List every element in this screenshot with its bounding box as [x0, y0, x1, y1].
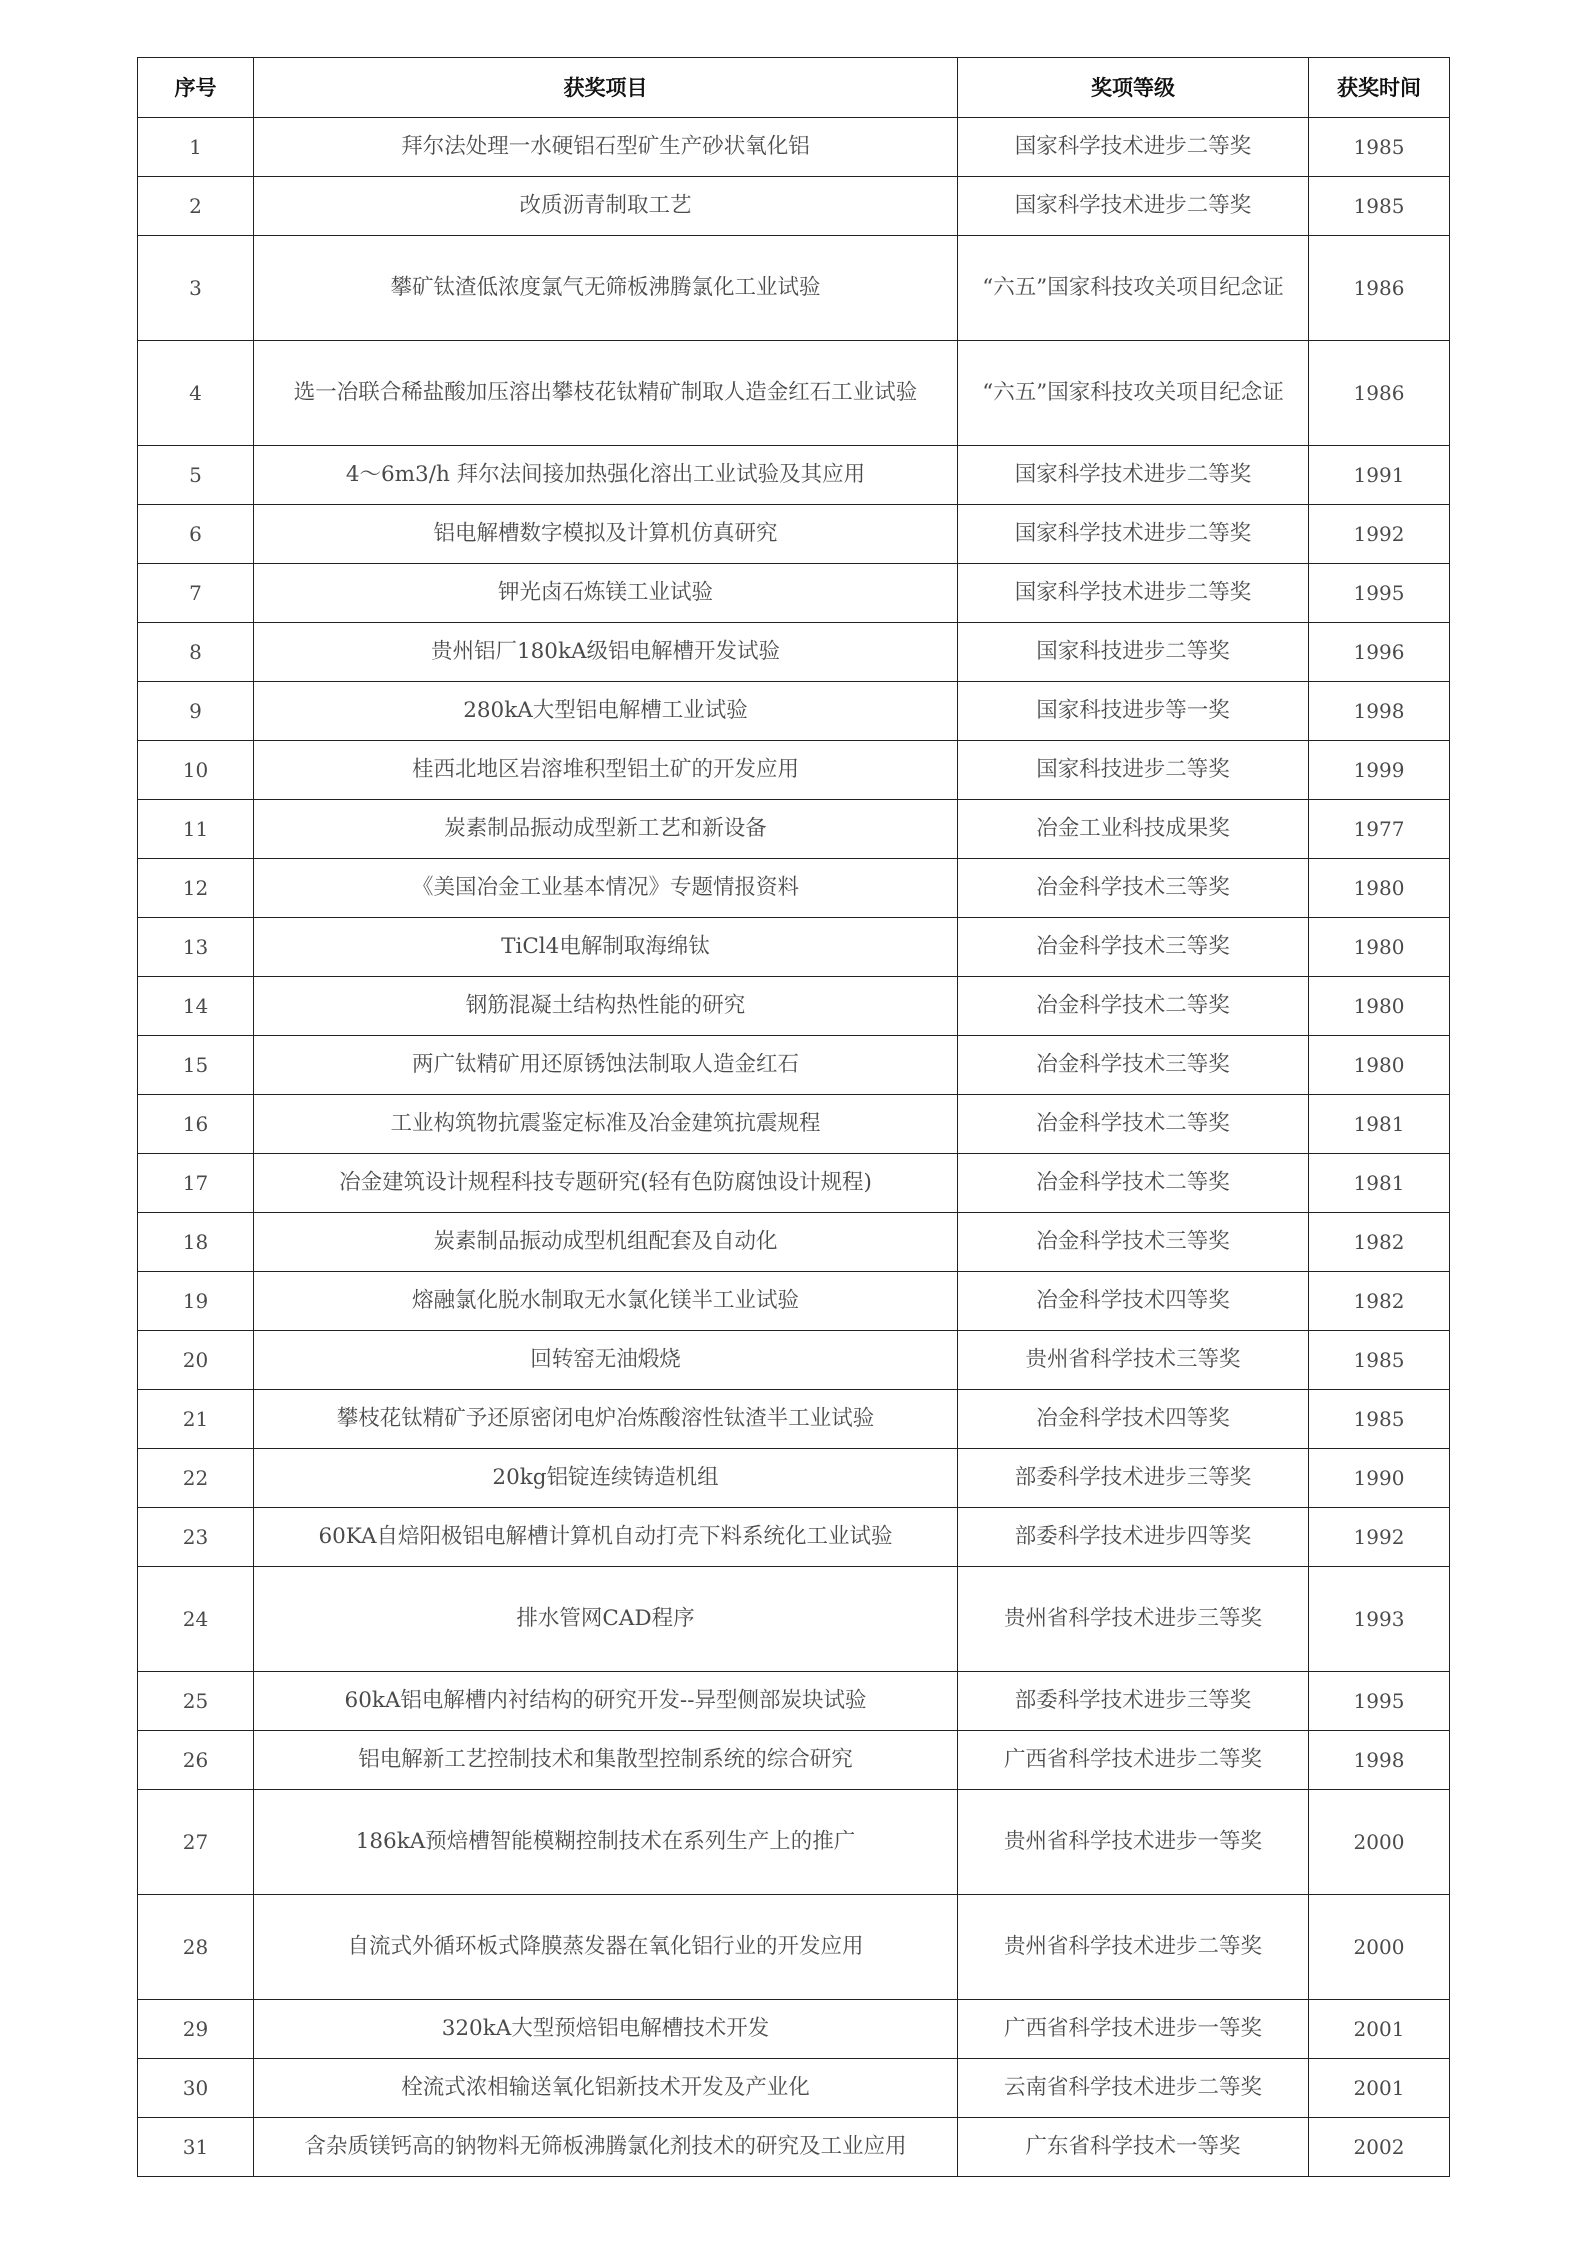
cell-project: 186kA预焙槽智能模糊控制技术在系列生产上的推广 [254, 1790, 958, 1895]
table-row [138, 118, 1450, 177]
cell-no: 22 [138, 1449, 254, 1508]
cell-level: 贵州省科学技术进步一等奖 [958, 1790, 1309, 1895]
table-row [138, 236, 1450, 341]
cell-project: 钾光卤石炼镁工业试验 [254, 564, 958, 623]
table-row [138, 446, 1450, 505]
table-row [138, 1213, 1450, 1272]
cell-year: 1998 [1309, 1731, 1450, 1790]
cell-project: 回转窑无油煅烧 [254, 1331, 958, 1390]
cell-no: 10 [138, 741, 254, 800]
cell-level: 冶金工业科技成果奖 [958, 800, 1309, 859]
cell-project: 攀矿钛渣低浓度氯气无筛板沸腾氯化工业试验 [254, 236, 958, 341]
cell-level: 部委科学技术进步三等奖 [958, 1672, 1309, 1731]
table-row [138, 1731, 1450, 1790]
cell-year: 1980 [1309, 918, 1450, 977]
table-row [138, 1895, 1450, 2000]
table-row [138, 1390, 1450, 1449]
cell-no: 31 [138, 2118, 254, 2177]
cell-project: 改质沥青制取工艺 [254, 177, 958, 236]
awards-table [137, 57, 1450, 2177]
cell-level: 国家科学技术进步二等奖 [958, 446, 1309, 505]
cell-no: 12 [138, 859, 254, 918]
cell-no: 19 [138, 1272, 254, 1331]
cell-year: 2000 [1309, 1895, 1450, 2000]
header-project: 获奖项目 [254, 58, 958, 118]
cell-no: 24 [138, 1567, 254, 1672]
cell-project: 320kA大型预焙铝电解槽技术开发 [254, 2000, 958, 2059]
cell-no: 4 [138, 341, 254, 446]
cell-no: 2 [138, 177, 254, 236]
cell-project: 攀枝花钛精矿予还原密闭电炉冶炼酸溶性钛渣半工业试验 [254, 1390, 958, 1449]
table-row [138, 564, 1450, 623]
cell-no: 25 [138, 1672, 254, 1731]
table-row [138, 800, 1450, 859]
header-year: 获奖时间 [1309, 58, 1450, 118]
cell-level: 冶金科学技术四等奖 [958, 1390, 1309, 1449]
cell-level: 部委科学技术进步三等奖 [958, 1449, 1309, 1508]
cell-year: 1995 [1309, 1672, 1450, 1731]
cell-year: 1980 [1309, 977, 1450, 1036]
cell-no: 23 [138, 1508, 254, 1567]
cell-level: 贵州省科学技术进步三等奖 [958, 1567, 1309, 1672]
cell-project: 4～6m3/h 拜尔法间接加热强化溶出工业试验及其应用 [254, 446, 958, 505]
cell-no: 1 [138, 118, 254, 177]
table-row [138, 2059, 1450, 2118]
cell-level: 国家科学技术进步二等奖 [958, 564, 1309, 623]
cell-level: 贵州省科学技术三等奖 [958, 1331, 1309, 1390]
cell-no: 14 [138, 977, 254, 1036]
table-row [138, 2000, 1450, 2059]
cell-year: 1982 [1309, 1272, 1450, 1331]
table-row [138, 1154, 1450, 1213]
cell-no: 26 [138, 1731, 254, 1790]
cell-project: 60KA自焙阳极铝电解槽计算机自动打壳下料系统化工业试验 [254, 1508, 958, 1567]
cell-no: 9 [138, 682, 254, 741]
table-row [138, 1095, 1450, 1154]
cell-year: 1992 [1309, 505, 1450, 564]
cell-no: 5 [138, 446, 254, 505]
cell-project: 280kA大型铝电解槽工业试验 [254, 682, 958, 741]
cell-no: 21 [138, 1390, 254, 1449]
cell-year: 1977 [1309, 800, 1450, 859]
table-row [138, 1508, 1450, 1567]
cell-project: 自流式外循环板式降膜蒸发器在氧化铝行业的开发应用 [254, 1895, 958, 2000]
cell-year: 1981 [1309, 1154, 1450, 1213]
cell-level: 冶金科学技术三等奖 [958, 1036, 1309, 1095]
cell-no: 13 [138, 918, 254, 977]
cell-no: 6 [138, 505, 254, 564]
cell-level: 广西省科学技术进步二等奖 [958, 1731, 1309, 1790]
cell-project: 钢筋混凝土结构热性能的研究 [254, 977, 958, 1036]
cell-level: 冶金科学技术三等奖 [958, 918, 1309, 977]
cell-year: 1981 [1309, 1095, 1450, 1154]
cell-level: 冶金科学技术三等奖 [958, 1213, 1309, 1272]
cell-level: 冶金科学技术二等奖 [958, 1095, 1309, 1154]
cell-year: 1996 [1309, 623, 1450, 682]
table-row [138, 682, 1450, 741]
table-row [138, 341, 1450, 446]
cell-year: 2002 [1309, 2118, 1450, 2177]
cell-project: 桂西北地区岩溶堆积型铝土矿的开发应用 [254, 741, 958, 800]
cell-year: 1986 [1309, 341, 1450, 446]
cell-no: 30 [138, 2059, 254, 2118]
cell-project: 栓流式浓相输送氧化铝新技术开发及产业化 [254, 2059, 958, 2118]
cell-level: 贵州省科学技术进步二等奖 [958, 1895, 1309, 2000]
cell-level: 冶金科学技术二等奖 [958, 977, 1309, 1036]
cell-level: “六五”国家科技攻关项目纪念证 [958, 236, 1309, 341]
cell-year: 1985 [1309, 1390, 1450, 1449]
cell-year: 1985 [1309, 118, 1450, 177]
cell-year: 1999 [1309, 741, 1450, 800]
header-level: 奖项等级 [958, 58, 1309, 118]
cell-level: 国家科学技术进步二等奖 [958, 177, 1309, 236]
cell-project: 排水管网CAD程序 [254, 1567, 958, 1672]
cell-level: 国家科技进步二等奖 [958, 741, 1309, 800]
cell-level: 云南省科学技术进步二等奖 [958, 2059, 1309, 2118]
cell-year: 1980 [1309, 859, 1450, 918]
table-row [138, 177, 1450, 236]
cell-no: 18 [138, 1213, 254, 1272]
table-row [138, 1272, 1450, 1331]
cell-project: 20kg铝锭连续铸造机组 [254, 1449, 958, 1508]
cell-project: 贵州铝厂180kA级铝电解槽开发试验 [254, 623, 958, 682]
cell-no: 17 [138, 1154, 254, 1213]
cell-project: 选一冶联合稀盐酸加压溶出攀枝花钛精矿制取人造金红石工业试验 [254, 341, 958, 446]
table-row [138, 2118, 1450, 2177]
cell-project: 两广钛精矿用还原锈蚀法制取人造金红石 [254, 1036, 958, 1095]
table-row [138, 918, 1450, 977]
cell-year: 2000 [1309, 1790, 1450, 1895]
table-row [138, 977, 1450, 1036]
cell-year: 1985 [1309, 1331, 1450, 1390]
cell-level: 国家科技进步二等奖 [958, 623, 1309, 682]
table-row [138, 1449, 1450, 1508]
cell-level: 广东省科学技术一等奖 [958, 2118, 1309, 2177]
cell-year: 1991 [1309, 446, 1450, 505]
cell-no: 28 [138, 1895, 254, 2000]
cell-project: 铝电解新工艺控制技术和集散型控制系统的综合研究 [254, 1731, 958, 1790]
cell-no: 7 [138, 564, 254, 623]
cell-project: 冶金建筑设计规程科技专题研究(轻有色防腐蚀设计规程) [254, 1154, 958, 1213]
table-row [138, 1672, 1450, 1731]
cell-no: 29 [138, 2000, 254, 2059]
cell-project: 炭素制品振动成型机组配套及自动化 [254, 1213, 958, 1272]
cell-no: 16 [138, 1095, 254, 1154]
cell-project: 拜尔法处理一水硬铝石型矿生产砂状氧化铝 [254, 118, 958, 177]
cell-level: 国家科学技术进步二等奖 [958, 505, 1309, 564]
cell-no: 11 [138, 800, 254, 859]
table-row [138, 1567, 1450, 1672]
cell-year: 2001 [1309, 2059, 1450, 2118]
cell-year: 1985 [1309, 177, 1450, 236]
cell-year: 1986 [1309, 236, 1450, 341]
cell-year: 1990 [1309, 1449, 1450, 1508]
cell-no: 20 [138, 1331, 254, 1390]
table-row [138, 1331, 1450, 1390]
cell-year: 1980 [1309, 1036, 1450, 1095]
cell-project: 炭素制品振动成型新工艺和新设备 [254, 800, 958, 859]
cell-project: 《美国冶金工业基本情况》专题情报资料 [254, 859, 958, 918]
cell-level: 国家科技进步等一奖 [958, 682, 1309, 741]
cell-no: 27 [138, 1790, 254, 1895]
cell-year: 1998 [1309, 682, 1450, 741]
cell-level: 冶金科学技术四等奖 [958, 1272, 1309, 1331]
table-row [138, 859, 1450, 918]
table-row [138, 1036, 1450, 1095]
cell-year: 1992 [1309, 1508, 1450, 1567]
cell-year: 1982 [1309, 1213, 1450, 1272]
cell-no: 3 [138, 236, 254, 341]
cell-year: 1993 [1309, 1567, 1450, 1672]
cell-level: 冶金科学技术二等奖 [958, 1154, 1309, 1213]
cell-level: “六五”国家科技攻关项目纪念证 [958, 341, 1309, 446]
cell-project: 铝电解槽数字模拟及计算机仿真研究 [254, 505, 958, 564]
cell-level: 国家科学技术进步二等奖 [958, 118, 1309, 177]
cell-project: 工业构筑物抗震鉴定标准及冶金建筑抗震规程 [254, 1095, 958, 1154]
cell-project: 熔融氯化脱水制取无水氯化镁半工业试验 [254, 1272, 958, 1331]
table-row [138, 741, 1450, 800]
cell-project: 60kA铝电解槽内衬结构的研究开发--异型侧部炭块试验 [254, 1672, 958, 1731]
cell-level: 广西省科学技术进步一等奖 [958, 2000, 1309, 2059]
cell-year: 1995 [1309, 564, 1450, 623]
header-no: 序号 [138, 58, 254, 118]
table-row [138, 505, 1450, 564]
cell-level: 部委科学技术进步四等奖 [958, 1508, 1309, 1567]
table-row [138, 623, 1450, 682]
cell-no: 8 [138, 623, 254, 682]
cell-project: TiCl4电解制取海绵钛 [254, 918, 958, 977]
cell-level: 冶金科学技术三等奖 [958, 859, 1309, 918]
table-row [138, 1790, 1450, 1895]
table-header-row [138, 58, 1450, 118]
cell-project: 含杂质镁钙高的钠物料无筛板沸腾氯化剂技术的研究及工业应用 [254, 2118, 958, 2177]
cell-no: 15 [138, 1036, 254, 1095]
cell-year: 2001 [1309, 2000, 1450, 2059]
